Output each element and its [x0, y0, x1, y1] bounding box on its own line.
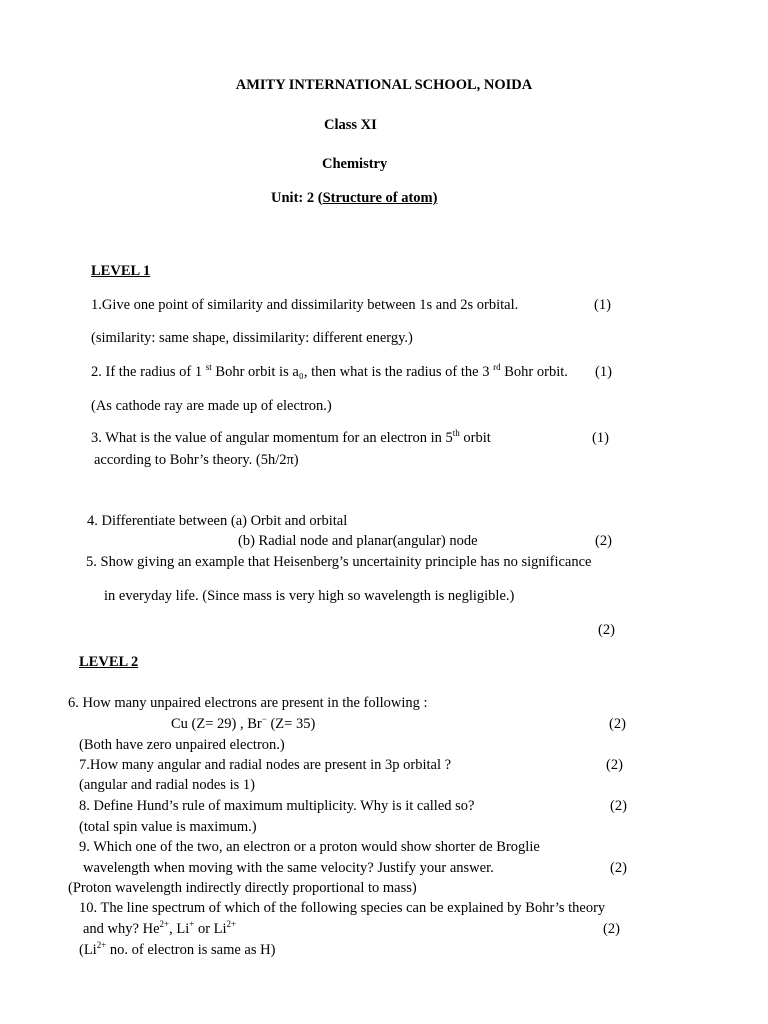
q2-text: [91, 363, 568, 381]
q6-sup-minus: −: [261, 714, 267, 724]
q10-line1: 10. The line spectrum of which of the following species can be explained by Bohr’s theory: [79, 900, 606, 916]
q10-sup-li2: 2+: [226, 919, 237, 929]
q2-sup-rd: rd: [493, 362, 501, 372]
q6-line1: 6. How many unpaired electrons are present in the following :: [68, 695, 428, 711]
q10-answer: [79, 941, 275, 959]
q2-part-b: Bohr orbit is a₀, then what is the radius of the 3: [211, 364, 490, 380]
q10-part-c: or Li: [194, 921, 227, 937]
q9-marks: (2): [610, 860, 627, 876]
level1-heading: LEVEL 1: [91, 263, 151, 279]
q10-ans-b: no. of electron is same as H): [106, 942, 276, 958]
q2-sup-st: st: [205, 362, 212, 372]
q4-line2: (b) Radial node and planar(angular) node: [238, 533, 478, 549]
q3-text: [91, 429, 491, 447]
q4-line1: 4. Differentiate between (a) Orbit and orbital: [87, 513, 348, 529]
q1-answer: (similarity: same shape, dissimilarity: different energy.): [91, 330, 413, 346]
q1-marks: (1): [594, 297, 611, 313]
q10-sup-li: +: [189, 919, 195, 929]
school-name: AMITY INTERNATIONAL SCHOOL, NOIDA: [235, 77, 533, 93]
q3-part-b: orbit: [459, 430, 491, 446]
q3-line2: according to Bohr’s theory. (5h/2π): [94, 452, 299, 468]
q1-text: 1.Give one point of similarity and dissimilarity between 1s and 2s orbital.: [91, 297, 519, 313]
class-label: Class XI: [324, 117, 377, 133]
q6-marks: (2): [609, 716, 626, 732]
q7-answer: (angular and radial nodes is 1): [79, 777, 255, 793]
q6-part-a: Cu (Z= 29) , Br: [171, 716, 262, 732]
q5-line1: 5. Show giving an example that Heisenberg’s uncertainity principle has no significance: [86, 554, 592, 570]
q6-line2: [171, 715, 315, 733]
q6-part-b: (Z= 35): [266, 716, 316, 732]
unit-name: Structure of atom): [322, 190, 438, 206]
q2-part-a: 2. If the radius of 1: [91, 364, 203, 380]
q10-part-b: , Li: [169, 921, 190, 937]
q10-line2: [83, 920, 236, 938]
q6-answer: (Both have zero unpaired electron.): [79, 737, 285, 753]
q5-marks: (2): [598, 622, 615, 638]
unit-title: [271, 189, 437, 207]
q2-marks: (1): [595, 364, 612, 380]
q10-ans-a: (Li: [79, 942, 97, 958]
q2-answer: (As cathode ray are made up of electron.): [91, 398, 332, 414]
unit-prefix: Unit: 2 (: [271, 190, 323, 206]
q10-ans-sup: 2+: [96, 940, 107, 950]
q7-text: 7.How many angular and radial nodes are present in 3p orbital ?: [79, 757, 452, 773]
q7-marks: (2): [606, 757, 623, 773]
q3-part-a: 3. What is the value of angular momentum for an electron in 5: [91, 430, 453, 446]
level2-heading: LEVEL 2: [79, 654, 139, 670]
q3-marks: (1): [592, 430, 609, 446]
subject-label: Chemistry: [322, 156, 388, 172]
q3-sup-th: th: [452, 428, 460, 438]
q10-part-a: and why? He: [83, 921, 160, 937]
q4-marks: (2): [595, 533, 612, 549]
q9-line1: 9. Which one of the two, an electron or a proton would show shorter de Broglie: [79, 839, 540, 855]
q2-part-c: Bohr orbit.: [500, 364, 568, 380]
q8-answer: (total spin value is maximum.): [79, 819, 257, 835]
q8-text: 8. Define Hund’s rule of maximum multiplicity. Why is it called so?: [79, 798, 475, 814]
q9-line2: wavelength when moving with the same velocity? Justify your answer.: [83, 860, 494, 876]
q5-line2: in everyday life. (Since mass is very high so wavelength is negligible.): [104, 588, 515, 604]
q8-marks: (2): [610, 798, 627, 814]
q10-sup-he: 2+: [159, 919, 170, 929]
q9-answer: (Proton wavelength indirectly directly proportional to mass): [68, 880, 417, 896]
q10-marks: (2): [603, 921, 620, 937]
